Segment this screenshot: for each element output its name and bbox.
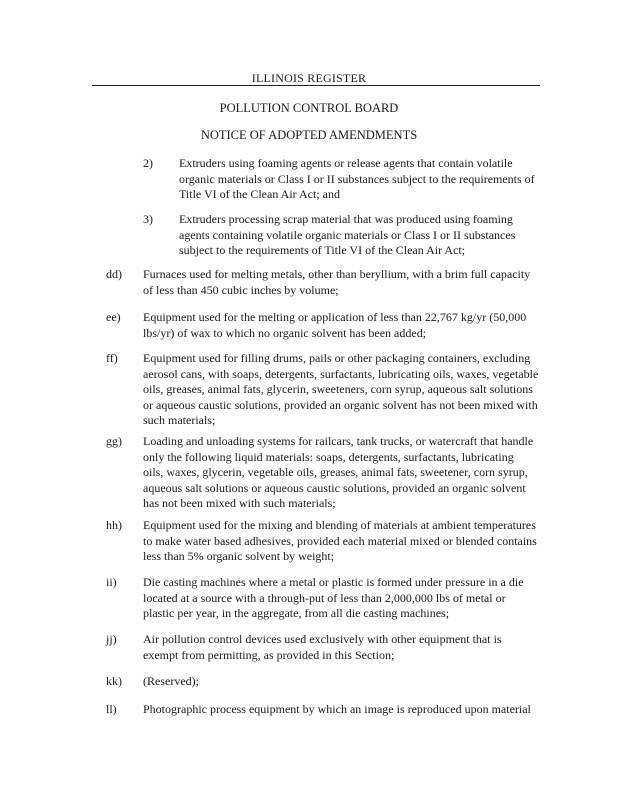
text-line: Title VI of the Clean Air Act; and bbox=[179, 187, 340, 201]
item-label: gg) bbox=[106, 434, 122, 448]
item-label: jj) bbox=[106, 632, 117, 646]
notice-title: NOTICE OF ADOPTED AMENDMENTS bbox=[200, 128, 418, 142]
text-line: oils, greases, animal fats, glycerin, sweeteners, corn syrup, aqueous salt solutions bbox=[143, 382, 533, 396]
text-line: Air pollution control devices used exclusively with other equipment that is bbox=[143, 632, 502, 646]
text-line: Extruders using foaming agents or release agents that contain volatile bbox=[179, 156, 513, 170]
text-line: Photographic process equipment by which an image is reproduced upon material bbox=[143, 702, 531, 716]
sub-item-text bbox=[179, 212, 515, 259]
text-line: Equipment used for the melting or application of less than 22,767 kg/yr (50,000 bbox=[143, 310, 527, 324]
text-line: organic materials or Class I or II substances subject to the requirements of bbox=[179, 171, 535, 186]
sub-item-label: 2) bbox=[143, 156, 153, 170]
register-title: ILLINOIS REGISTER bbox=[0, 71, 618, 86]
text-line: Equipment used for the mixing and blending of materials at ambient temperatures bbox=[143, 518, 536, 532]
text-line: located at a source with a through-put of less than 2,000,000 lbs of metal or bbox=[143, 590, 506, 605]
item-text bbox=[143, 351, 538, 429]
text-line: aerosol cans, with soaps, detergents, surfactants, lubricating oils, waxes, vegetable bbox=[143, 366, 539, 381]
item-label: ee) bbox=[106, 310, 121, 324]
board-title: POLLUTION CONTROL BOARD bbox=[219, 101, 399, 115]
item-label: kk) bbox=[106, 674, 122, 688]
text-line: Furnaces used for melting metals, other than beryllium, with a brim full capacity bbox=[143, 267, 531, 281]
text-line: such materials; bbox=[143, 413, 216, 427]
item-label: ll) bbox=[106, 702, 117, 716]
text-line: aqueous salt solutions or aqueous caustic solutions, provided an organic solvent bbox=[143, 480, 526, 495]
text-line: lbs/yr) of wax to which no organic solvent has been added; bbox=[143, 325, 427, 340]
item-text bbox=[143, 518, 537, 565]
sub-item-label: 3) bbox=[143, 212, 153, 226]
text-line: or aqueous caustic solutions, provided an organic solvent has not been mixed with bbox=[143, 397, 538, 412]
item-label: dd) bbox=[106, 267, 122, 281]
text-line: plastic per year, in the aggregate, from all die casting machines; bbox=[143, 606, 450, 620]
item-label: ff) bbox=[106, 351, 118, 365]
item-text bbox=[143, 702, 531, 718]
item-text bbox=[143, 310, 526, 341]
text-line: subject to the requirements of Title VI of the Clean Air Act; bbox=[179, 243, 466, 257]
text-line: agents containing volatile organic materials or Class I or II substances bbox=[179, 227, 516, 242]
item-label: ii) bbox=[106, 575, 117, 589]
text-line: exempt from permitting, as provided in this Section; bbox=[143, 647, 395, 662]
text-line: Extruders processing scrap material that was produced using foaming bbox=[179, 212, 513, 226]
text-line: oils, waxes, glycerin, vegetable oils, greases, animal fats, sweetener, corn syrup, bbox=[143, 465, 528, 479]
sub-item-text bbox=[179, 156, 535, 203]
text-line: of less than 450 cubic inches by volume; bbox=[143, 282, 339, 297]
text-line: Die casting machines where a metal or plastic is formed under pressure in a die bbox=[143, 575, 524, 589]
text-line: has not been mixed with such materials; bbox=[143, 496, 336, 510]
text-line: Loading and unloading systems for railcars, tank trucks, or watercraft that handle bbox=[143, 434, 534, 448]
item-text bbox=[143, 674, 199, 690]
text-line: (Reserved); bbox=[143, 674, 199, 688]
item-text bbox=[143, 575, 524, 622]
item-text bbox=[143, 267, 530, 298]
text-line: only the following liquid materials: soaps, detergents, surfactants, lubricating bbox=[143, 449, 514, 464]
text-line: Equipment used for filling drums, pails or other packaging containers, excluding bbox=[143, 351, 531, 365]
text-line: less than 5% organic solvent by weight; bbox=[143, 549, 335, 563]
item-text bbox=[143, 632, 502, 663]
text-line: to make water based adhesives, provided each material mixed or blended contains bbox=[143, 533, 537, 548]
item-text bbox=[143, 434, 533, 512]
item-label: hh) bbox=[106, 518, 122, 532]
